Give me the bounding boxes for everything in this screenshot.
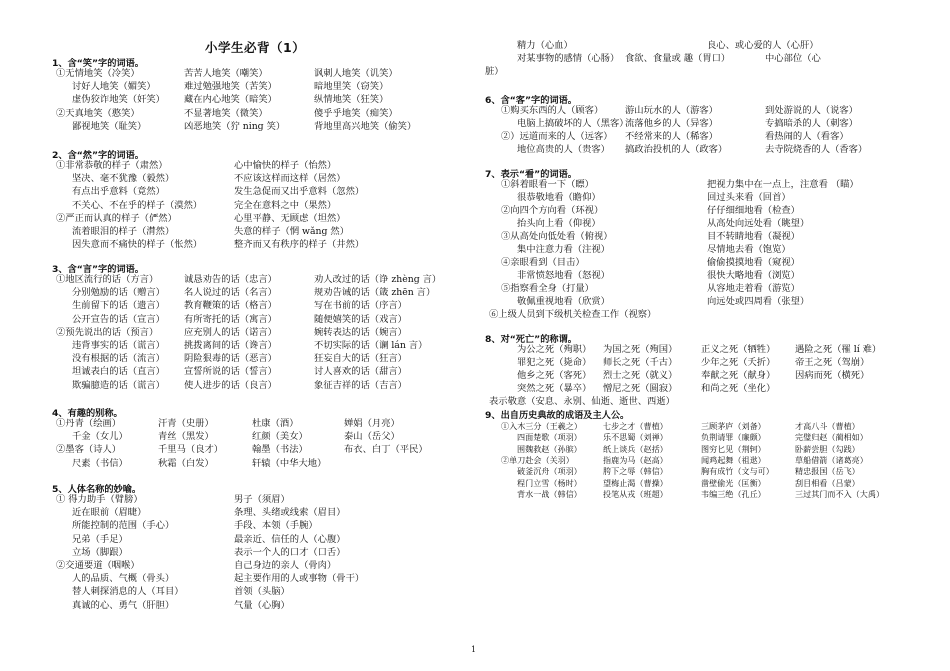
text-cell: 尽情地去看（饱览） bbox=[707, 244, 791, 255]
text-cell: 仔仔细细地看（检查） bbox=[707, 205, 800, 216]
text-cell: 帝王之死（驾崩） bbox=[795, 357, 870, 368]
section-heading: 5、人体名称的妙喻。 bbox=[52, 484, 142, 495]
text-cell: 尺素（书信） bbox=[72, 457, 128, 469]
text-cell: 规劝告诫的话（箴 zhēn 言） bbox=[314, 287, 436, 299]
text-cell: 遇险之死（罹 lí 难） bbox=[795, 344, 882, 355]
text-cell: ②严正而认真的样子（俨然） bbox=[56, 212, 177, 224]
text-cell: 地位高贵的人（贵客） bbox=[517, 144, 610, 155]
text-cell: 去寺院烧香的人（香客） bbox=[765, 144, 868, 155]
text-cell: 为国之死（殉国） bbox=[603, 344, 678, 355]
text-cell: 从容地走着看（游览） bbox=[707, 283, 800, 294]
text-cell: 秋霜（白发） bbox=[158, 457, 214, 469]
text-cell: 红颜（美女） bbox=[252, 431, 308, 443]
text-cell: 不显著地笑（微笑） bbox=[184, 107, 268, 119]
text-cell: 敬佩重视地看（欣赏） bbox=[517, 296, 610, 307]
text-cell: 婵娟（月亮） bbox=[344, 418, 400, 429]
text-cell: 藏在内心地笑（暗笑） bbox=[184, 94, 277, 106]
text-cell: 食欲、食量或 趣（胃口） bbox=[625, 53, 731, 64]
text-cell: 立场（脚跟） bbox=[72, 546, 128, 558]
text-cell: 不经常来的人（稀客） bbox=[625, 131, 718, 142]
text-cell: 对某事物的感情（心肠） bbox=[517, 53, 620, 64]
text-cell: 千金（女儿） bbox=[72, 431, 128, 443]
text-cell: 偷偷摸摸地看（窥视） bbox=[707, 257, 800, 268]
text-cell: 整齐而又有秩序的样子（井然） bbox=[234, 239, 365, 251]
text-cell: 围魏救赵（孙膑） bbox=[517, 443, 582, 454]
text-cell: 很快大略地看（浏览） bbox=[707, 270, 800, 281]
text-cell: 失意的样子（惘 wǎng 然） bbox=[234, 226, 350, 237]
text-cell: 首领（头脑） bbox=[234, 586, 290, 598]
text-cell: 狂妄自大的话（狂言） bbox=[314, 353, 407, 365]
text-cell: 杜康（酒） bbox=[252, 418, 299, 429]
text-cell: ①购买东西的人（顾客） bbox=[501, 105, 604, 116]
text-cell: 他乡之死（客死） bbox=[517, 370, 592, 381]
text-cell: 不切实际的话（谰 lán 言） bbox=[314, 340, 428, 351]
text-cell: 回过头来看（回首） bbox=[707, 192, 791, 203]
text-cell: 完全在意料之中（果然） bbox=[234, 199, 337, 211]
text-cell: 有点出乎意料（竟然） bbox=[72, 186, 165, 198]
text-cell: ①丹青（绘画） bbox=[56, 418, 122, 429]
text-cell: ②交通要道（咽喉） bbox=[56, 560, 140, 571]
text-cell: 因失意而不痛快的样子（怅然） bbox=[72, 239, 203, 251]
text-cell: 投笔从戎（班超） bbox=[603, 488, 668, 499]
text-cell: 抬头向上看（仰视） bbox=[517, 218, 601, 229]
text-cell: 背水一战（韩信） bbox=[517, 488, 582, 499]
text-cell: 精力（心血） bbox=[517, 40, 573, 51]
text-cell: 罪犯之死（毙命） bbox=[517, 357, 592, 368]
text-cell: 非常愤怒地看（怒视） bbox=[517, 270, 610, 281]
text-cell: 教育鞭策的话（格言） bbox=[184, 300, 277, 312]
text-cell: ①无情地笑（冷笑） bbox=[56, 68, 140, 79]
text-cell: 轩辕（中华大地） bbox=[252, 457, 327, 469]
text-cell: 近在眼前（眉睫） bbox=[72, 507, 147, 519]
text-cell: 自己身边的亲人（骨肉） bbox=[234, 560, 337, 571]
text-cell: 才高八斗（曹植） bbox=[795, 421, 860, 431]
text-cell: 讨人喜欢的话（甜言） bbox=[314, 366, 407, 378]
text-cell: 草船借箭（诸葛亮） bbox=[795, 454, 868, 465]
text-cell: 脏） bbox=[485, 66, 504, 77]
text-cell: 中心部位（心 bbox=[765, 53, 821, 64]
section-heading: 4、有趣的别称。 bbox=[52, 408, 123, 419]
text-cell: 手段、本领（手腕） bbox=[234, 520, 318, 532]
text-cell: 三顾茅庐（刘备） bbox=[701, 421, 766, 431]
section-heading: 6、含“客”字的词语。 bbox=[485, 95, 577, 106]
text-cell: 和尚之死（坐化） bbox=[701, 383, 776, 394]
text-cell: 没有根据的话（流言） bbox=[72, 353, 165, 365]
text-cell: ②预先说出的话（预言） bbox=[56, 326, 159, 338]
text-cell: 师长之死（千古） bbox=[603, 357, 678, 368]
text-cell: 流落他乡的人（异客） bbox=[625, 118, 718, 129]
text-cell: 流着眼泪的样子（潸然） bbox=[72, 226, 175, 237]
text-cell: ①斜着眼看一下（瞟） bbox=[501, 179, 594, 190]
text-cell: 憎尼之死（圆寂） bbox=[603, 383, 678, 394]
text-cell: 为公之死（殉职） bbox=[517, 344, 592, 355]
text-cell: 图穷匕见（荆轲） bbox=[701, 443, 766, 454]
text-cell: 凿壁偷光（匡衡） bbox=[701, 477, 766, 488]
text-cell: 卧薪尝胆（勾践） bbox=[795, 443, 860, 454]
text-cell: 象征吉祥的话（吉言） bbox=[314, 379, 407, 391]
text-cell: ②）远道而来的人（远客） bbox=[501, 131, 613, 142]
text-cell: 所能控制的范围（手心） bbox=[72, 520, 175, 532]
page-title: 小学生必背（1） bbox=[205, 40, 306, 55]
text-cell: 男子（须眉） bbox=[234, 494, 290, 505]
text-cell: ⑥上级人员到下级机关检查工作（视察） bbox=[489, 309, 657, 320]
text-cell: 条理、头绪或线索（眉目） bbox=[234, 507, 346, 519]
text-cell: 青丝（黑发） bbox=[158, 431, 214, 443]
text-cell: 程门立雪（杨时） bbox=[517, 477, 582, 488]
text-cell: 应充别人的话（诺言） bbox=[184, 326, 277, 338]
text-cell: 精忠报国（岳飞） bbox=[795, 466, 860, 477]
text-cell: ②天真地笑（憨笑） bbox=[56, 107, 140, 119]
text-cell: ① 得力助手（臂膀） bbox=[56, 494, 143, 505]
text-cell: 泰山（岳父） bbox=[344, 431, 400, 443]
text-cell: 名人说过的话（名言） bbox=[184, 287, 277, 299]
text-cell: 凶恶地笑（狞 ning 笑） bbox=[184, 120, 286, 132]
text-cell: 韦编三绝（孔丘） bbox=[701, 488, 766, 499]
text-cell: 真诚的心、勇气（肝胆） bbox=[72, 599, 175, 611]
text-cell: 不应该这样而这样（居然） bbox=[234, 173, 346, 185]
text-cell: 心里平静、无顾虑（坦然） bbox=[234, 212, 346, 224]
text-cell: 写在书前的话（序言） bbox=[314, 300, 407, 312]
text-cell: 坚决、毫不犹豫（毅然） bbox=[72, 173, 175, 185]
section-heading: 8、对“死亡”的称谓。 bbox=[485, 334, 577, 345]
text-cell: 到处游说的人（说客） bbox=[765, 105, 858, 116]
text-cell: 搞政治投机的人（政客） bbox=[625, 144, 728, 155]
text-cell: 使人进步的话（良言） bbox=[184, 379, 277, 391]
text-cell: 闻鸡起舞（祖逖） bbox=[701, 454, 766, 465]
text-cell: 因病而死（横死） bbox=[795, 370, 870, 381]
text-cell: ②墨客（诗人） bbox=[56, 444, 122, 456]
text-cell: 烈士之死（就义） bbox=[603, 370, 678, 381]
text-cell: 看热闹的人（看客） bbox=[765, 131, 849, 142]
text-cell: 最亲近、信任的人（心腹） bbox=[234, 533, 346, 545]
text-cell: 发生急促而又出乎意料（忽然） bbox=[234, 186, 365, 198]
text-cell: 生前留下的话（遗言） bbox=[72, 300, 165, 312]
section-heading: 1、含“笑”字的词语。 bbox=[52, 58, 144, 69]
text-cell: 不关心、不在乎的样子（漠然） bbox=[72, 199, 203, 211]
text-cell: ①入木三分（王羲之） bbox=[501, 421, 582, 431]
text-cell: 表示敬意（安息、永别、仙逝、逝世、西逝） bbox=[489, 396, 675, 407]
text-cell: 纸上谈兵（赵括） bbox=[603, 443, 668, 454]
text-cell: ②单刀赴会（关羽） bbox=[501, 454, 574, 465]
text-cell: 奉献之死（献身） bbox=[701, 370, 776, 381]
text-cell: 表示一个人的口才（口舌） bbox=[234, 546, 346, 558]
text-cell: 兄弟（手足） bbox=[72, 533, 128, 545]
text-cell: 纵情地笑（狂笑） bbox=[314, 94, 389, 106]
text-cell: 很恭敬地看（瞻仰） bbox=[517, 192, 601, 203]
section-heading: 3、含“言”字的词语。 bbox=[52, 264, 144, 275]
text-cell: 望梅止渴（曹操） bbox=[603, 477, 668, 488]
text-cell: 把视力集中在一点上，注意看 （瞄） bbox=[707, 179, 859, 190]
text-cell: 虚伪狡诈地笑（奸笑） bbox=[72, 94, 165, 106]
text-cell: 宣誓所说的话（誓言） bbox=[184, 366, 277, 378]
text-cell: 傻乎乎地笑（痴笑） bbox=[314, 107, 398, 119]
text-cell: 翰墨（书法） bbox=[252, 444, 308, 456]
text-cell: ①非常恭敬的样子（肃然） bbox=[56, 160, 168, 171]
text-cell: 乐不思蜀（刘禅） bbox=[603, 432, 668, 443]
text-cell: 起主要作用的人或事物（骨干） bbox=[234, 573, 365, 585]
text-cell: 苦苦人地笑（嘲笑） bbox=[184, 68, 268, 79]
text-cell: 心中愉快的样子（怡然） bbox=[234, 160, 337, 171]
text-cell: 三过其门而不入（大禹） bbox=[795, 488, 885, 499]
text-cell: 胸有成竹（文与可） bbox=[701, 466, 774, 477]
text-cell: ②向四个方向看（环视） bbox=[501, 205, 604, 216]
text-cell: 正义之死（牺牲） bbox=[701, 344, 776, 355]
text-cell: 婉转表达的话（婉言） bbox=[314, 326, 407, 338]
text-cell: 气量（心胸） bbox=[234, 599, 290, 611]
text-cell: 鄙视地笑（耻笑） bbox=[72, 120, 147, 132]
page-number: 1 bbox=[471, 645, 477, 654]
text-cell: 劝人改过的话（诤 zhèng 言） bbox=[314, 274, 442, 285]
text-cell: 四面楚歌（项羽） bbox=[517, 432, 582, 443]
text-cell: 向远处或四周看（张望） bbox=[707, 296, 810, 307]
text-cell: 分别勉励的话（赠言） bbox=[72, 287, 165, 299]
text-cell: 布衣、白丁（平民） bbox=[344, 444, 428, 456]
text-cell: 挑拨离间的话（谗言） bbox=[184, 340, 277, 351]
text-cell: 指鹿为马（赵高） bbox=[603, 454, 668, 465]
text-cell: 随便嬉笑的话（戏言） bbox=[314, 313, 407, 325]
text-cell: 难过勉强地笑（苦笑） bbox=[184, 81, 277, 93]
text-cell: 欺骗臆造的话（谎言） bbox=[72, 379, 165, 391]
text-cell: 从高处向远处看（眺望） bbox=[707, 218, 810, 229]
text-cell: ⑤指察看全身（打量） bbox=[501, 283, 594, 294]
section-heading: 9、出自历史典故的成语及主人公。 bbox=[485, 410, 630, 421]
text-cell: 电脑上搞破坏的人（黑客） bbox=[517, 118, 629, 129]
text-cell: 阴险狠毒的话（恶言） bbox=[184, 353, 277, 365]
text-cell: 胯下之辱（韩信） bbox=[603, 466, 668, 477]
text-cell: 突然之死（暴卒） bbox=[517, 383, 592, 394]
text-cell: 坦诚表白的话（直言） bbox=[72, 366, 165, 378]
text-cell: 完璧归赵（蔺相如） bbox=[795, 432, 868, 443]
text-cell: 替人刺探消息的人（耳目） bbox=[72, 586, 184, 598]
text-cell: 人的品质、气概（骨头） bbox=[72, 573, 175, 585]
text-cell: ④亲眼看到（目击） bbox=[501, 257, 585, 268]
text-cell: 集中注意力看（注视） bbox=[517, 244, 610, 255]
text-cell: ③从高处向低处看（俯视） bbox=[501, 231, 613, 242]
text-cell: 有所寄托的话（寓言） bbox=[184, 313, 277, 325]
text-cell: 目不转睛地看（凝视） bbox=[707, 231, 800, 242]
text-cell: 游山玩水的人（游客） bbox=[625, 105, 718, 116]
text-cell: 专搞暗杀的人（刺客） bbox=[765, 118, 858, 129]
text-cell: 背地里高兴地笑（偷笑） bbox=[314, 120, 417, 132]
text-cell: 刮目相看（吕蒙） bbox=[795, 477, 860, 488]
text-cell: 破釜沉舟（项羽） bbox=[517, 466, 582, 477]
text-cell: 七步之才（曹植） bbox=[603, 421, 668, 431]
text-cell: 违背事实的话（谎言） bbox=[72, 340, 165, 351]
text-cell: 良心、或心爱的人（心肝） bbox=[707, 40, 819, 51]
text-cell: 讨好人地笑（媚笑） bbox=[72, 81, 156, 93]
text-cell: 千里马（良才） bbox=[158, 444, 224, 456]
text-cell: 汗青（史册） bbox=[158, 418, 214, 429]
section-heading: 2、含“然”字的词语。 bbox=[52, 150, 144, 161]
section-heading: 7、表示“看”的词语。 bbox=[485, 169, 577, 180]
text-cell: 诚恳劝告的话（忠言） bbox=[184, 274, 277, 285]
text-cell: 暗地里笑（窃笑） bbox=[314, 81, 389, 93]
text-cell: 公开宣告的话（宣言） bbox=[72, 313, 165, 325]
text-cell: 少年之死（夭折） bbox=[701, 357, 776, 368]
text-cell: 负荆请罪（廉颇） bbox=[701, 432, 766, 443]
text-cell: ①地区流行的话（方言） bbox=[56, 274, 159, 285]
text-cell: 讽刺人地笑（讥笑） bbox=[314, 68, 398, 79]
